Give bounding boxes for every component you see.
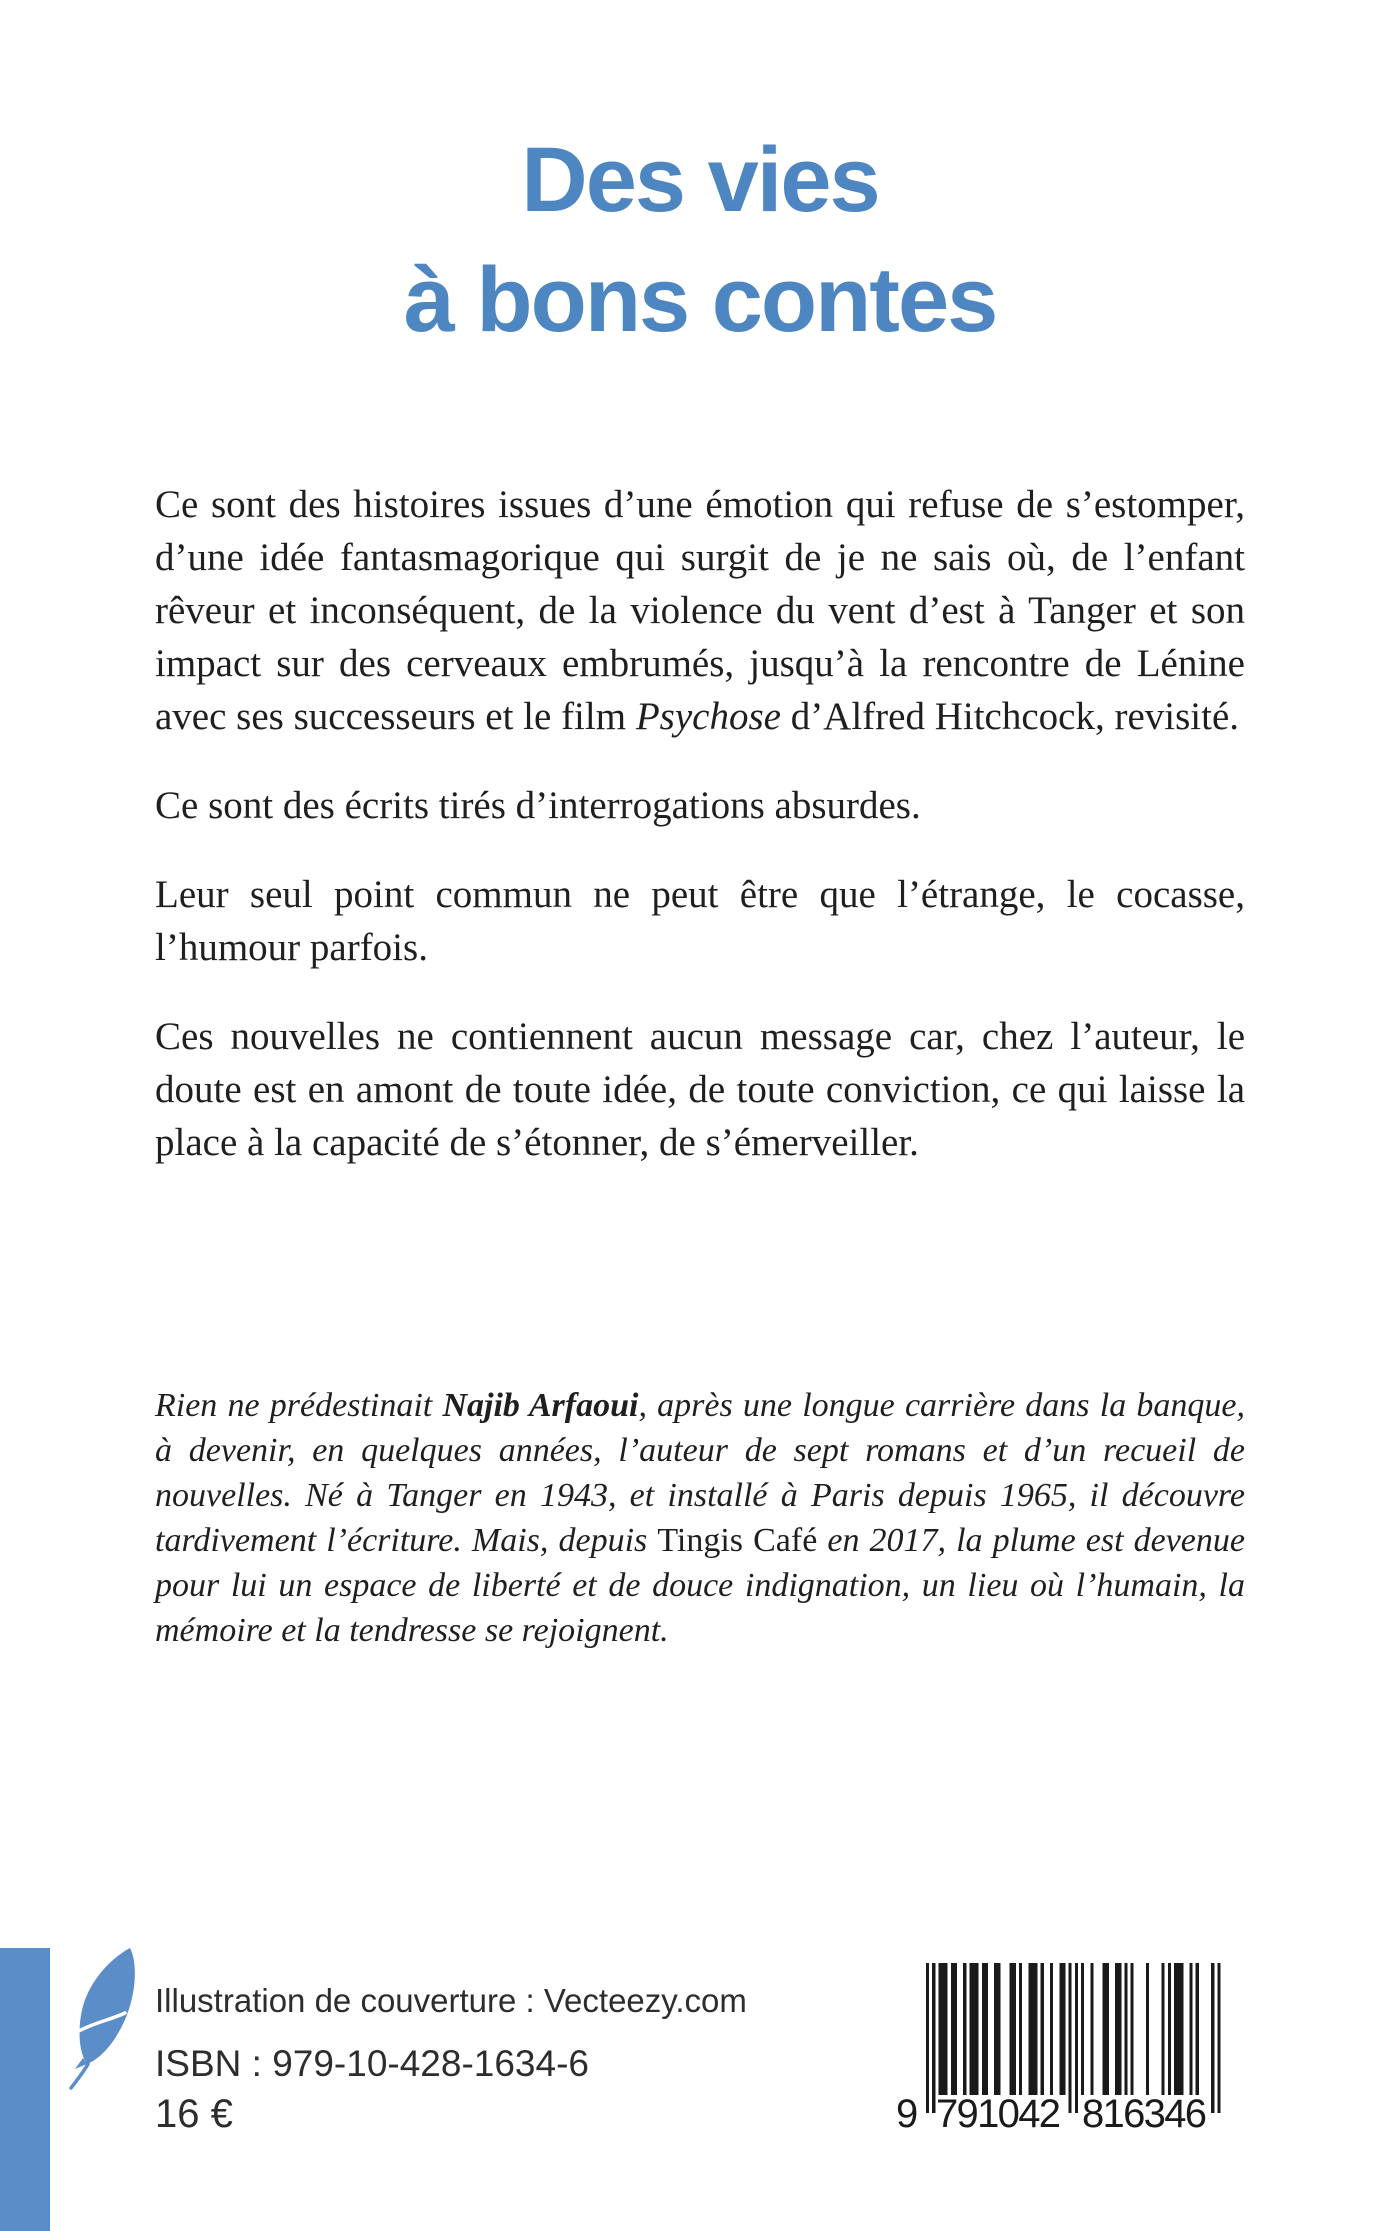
page-title [0,120,1400,360]
isbn-label: ISBN : 979-10-428-1634-6 [155,2043,589,2084]
title-line-2: à bons contes [403,249,997,351]
author-name: Najib Arfaoui [442,1387,639,1424]
synopsis-paragraph-2: Ce sont des écrits tirés d’interrogations absurdes. [155,784,921,827]
synopsis-paragraph-1 [155,478,1245,743]
title-line-1: Des vies [521,129,879,231]
ean13-barcode [896,1963,1230,2135]
barcode-digits-right: 816346 [1082,2092,1207,2135]
synopsis-paragraph-4: Ces nouvelles ne contiennent aucun message car, chez l’auteur, le doute est en amont de toute idée, de toute conviction, ce qui laisse la place à la capacité de s’étonner, de s’émerveiller. [155,1015,1245,1164]
previous-book-title: Tingis Café [657,1522,818,1559]
barcode-digit-prefix: 9 [896,2092,919,2135]
referenced-film-title: Psychose [635,695,781,738]
quill-feather-icon [55,1935,145,2105]
price-label: 16 € [155,2092,233,2136]
barcode-bars [926,1963,1221,2113]
synopsis-p1-text: Ce sont des histoires issues d’une émotion qui refuse de s’estomper, d’une idée fantasmagorique qui surgit de je ne sais où, de l’enfant rêveur et inconséquent, de la violence du vent d’est à Tanger et son impact sur des cerveaux embrumés, jusqu’à la rencontre de Lénine avec ses successeurs et le film [155,483,1245,738]
publisher-accent-bar [0,1948,50,2231]
bio-text: Rien ne prédestinait [155,1387,443,1424]
synopsis [155,478,1245,1205]
author-bio [155,1383,1245,1653]
illustration-credit: Illustration de couverture : Vecteezy.com [155,1982,747,2019]
bio-text-3: en 2017, la plume est devenue pour lui un espace de liberté et de douce indignation, un lieu où l’humain, la mémoire et la tendresse se rejoignent. [155,1522,1245,1649]
barcode-digits-left: 791042 [936,2092,1061,2135]
synopsis-p1-text-end: d’Alfred Hitchcock, revisité. [780,695,1240,738]
synopsis-paragraph-3: Leur seul point commun ne peut être que l’étrange, le cocasse, l’humour parfois. [155,873,1245,969]
bio-text-2: , après une longue carrière dans la banque, à devenir, en quelques années, l’auteur de sept romans et d’un recueil de nouvelles. Né à Tanger en 1943, et installé à Paris depuis 1965, il découvre tardivement l’écriture. Mais, depuis [155,1387,1245,1559]
